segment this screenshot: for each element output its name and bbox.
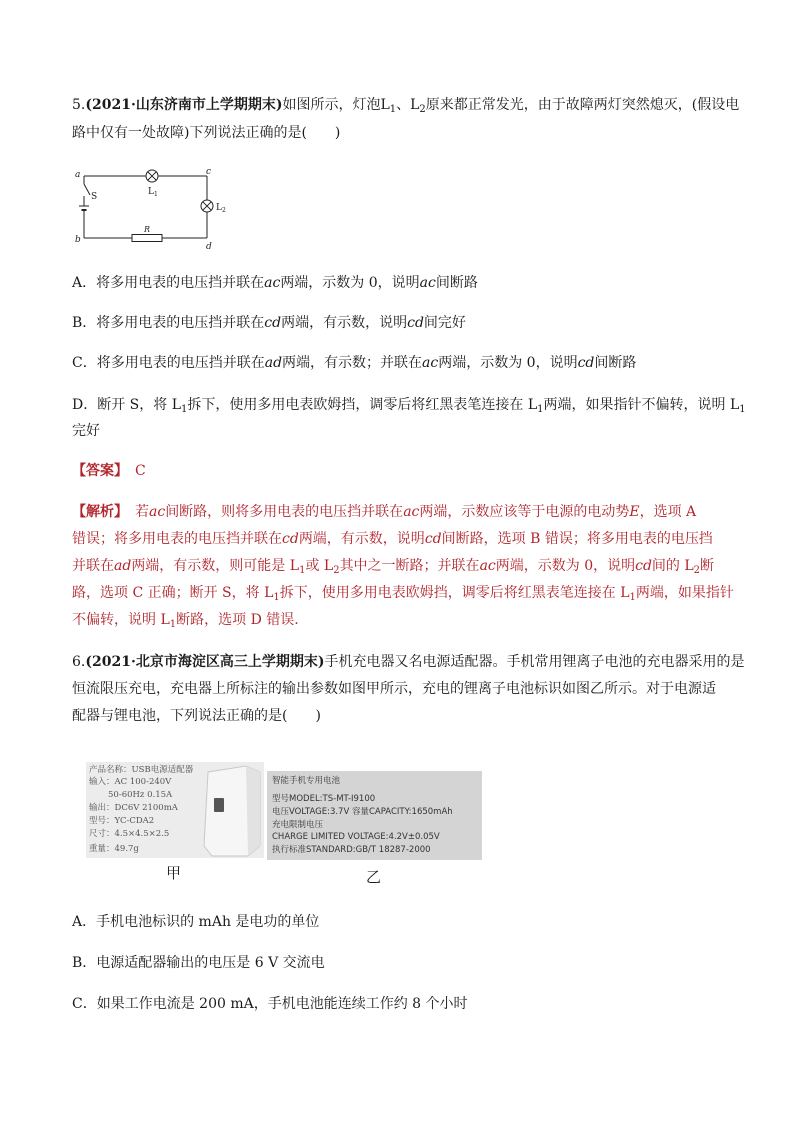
label-l1: L [148,187,154,197]
q5-stem-line2: 路中仅有一处故障)下列说法正确的是( ) [72,125,341,141]
q5-option-c: C．将多用电表的电压挡并联在ad两端，有示数；并联在ac两端，示数为 0，说明cd间断路 [72,355,637,371]
charger-icon [186,764,264,858]
q6-option-c: C．如果工作电流是 200 mA，手机电池能连续工作约 8 个小时 [72,996,468,1012]
svg-text:1: 1 [154,191,158,198]
q6-option-b: B．电源适配器输出的电压是 6 V 交流电 [72,955,325,971]
label-l2: L [216,203,222,213]
q6-number: 6. [72,654,86,670]
label-s: S [91,192,98,202]
q5-analysis-line3: 并联在ad两端，有示数，则可能是 $L_1$或 $L_2$其中之一断路；并联在ac两端，示数为 0，说明cd间的 $L_2$断 [72,558,715,576]
caption-yi: 乙 [366,868,382,886]
q5-stem-line1: 5.(2021·山东济南市上学期期末)如图所示，灯泡$L_1$、$L_2$原来都正常发光，由于故障两灯突然熄灭，(假设电 [72,97,740,115]
battery-label-photo: 智能手机专用电池 型号MODEL:TS-MT-I9100 电压VOLTAGE:3.7V 容量CAPACITY:1650mAh 充电限制电压 CHARGE LIMITED VOLTAGE:4.2V±0.05V 执行标准STANDARD:GB/T 18287-2000 [267,771,482,860]
q5-analysis-line5: 不偏转，说明 $L_1$断路，选项 D 错误. [72,612,299,630]
q6-option-a: A．手机电池标识的 mAh 是电功的单位 [72,914,320,930]
q5-analysis-line4: 路，选项 C 正确；断开 S，将 $L_1$拆下，使用多用电表欧姆挡，调零后将红黑表笔连接在 $L_1$两端，如果指针 [72,585,734,603]
q5-option-b: B．将多用电表的电压挡并联在cd两端，有示数，说明cd间完好 [72,315,466,331]
label-b: b [75,235,81,245]
caption-jia: 甲 [166,864,182,882]
label-d: d [206,242,212,250]
q5-option-d: D．断开 S，将 $L_1$拆下，使用多用电表欧姆挡，调零后将红黑表笔连接在 $L_1$两端，如果指针不偏转，说明 $L_1$ [72,397,746,415]
label-c: c [206,167,212,177]
resistor-icon [132,235,162,242]
answer-tag: 【答案】 [72,463,121,479]
switch-icon [84,184,90,195]
q5-circuit-diagram [70,162,240,250]
q6-stem-line1: 6.(2021·北京市海淀区高三上学期期末)手机充电器又名电源适配器。手机常用锂离子电池的充电器采用的是 [72,654,745,670]
q5-number: 5. [72,97,86,113]
svg-text:2: 2 [222,207,226,214]
q6-stem-line2: 恒流限压充电，充电器上所标注的输出参数如图甲所示，充电的锂离子电池标识如图乙所示。对于电源适 [72,681,716,697]
q5-analysis-line2: 错误；将多用电表的电压挡并联在cd两端，有示数，说明cd间断路，选项 B 错误；将多用电表的电压挡 [72,531,713,547]
label-r: R [144,225,151,234]
label-a: a [75,170,81,180]
analysis-tag: 【解析】 [72,504,121,520]
q5-answer [72,462,146,480]
q5-source: (2021·山东济南市上学期期末) [85,97,283,113]
q5-option-d-line2: 完好 [72,423,100,439]
charger-photo: 产品名称：USB电源适配器 输入：AC 100-240V 50-60Hz 0.15A 输出：DC6V 2100mA 型号：YC-CDA2 尺寸：4.5×4.5×2.5 重量：49.7g [86,762,264,858]
answer-value: C [135,463,146,479]
q5-option-a: A．将多用电表的电压挡并联在ac两端，示数为 0，说明ac间断路 [72,275,478,291]
q5-analysis-line1: 【解析】 若ac间断路，则将多用电表的电压挡并联在ac两端，示数应该等于电源的电动势E，选项 A [72,504,697,520]
q6-source: (2021·北京市海淀区高三上学期期末) [85,654,325,670]
usb-port-icon [214,798,224,812]
q6-stem-line3: 配器与锂电池，下列说法正确的是( ) [72,708,321,724]
